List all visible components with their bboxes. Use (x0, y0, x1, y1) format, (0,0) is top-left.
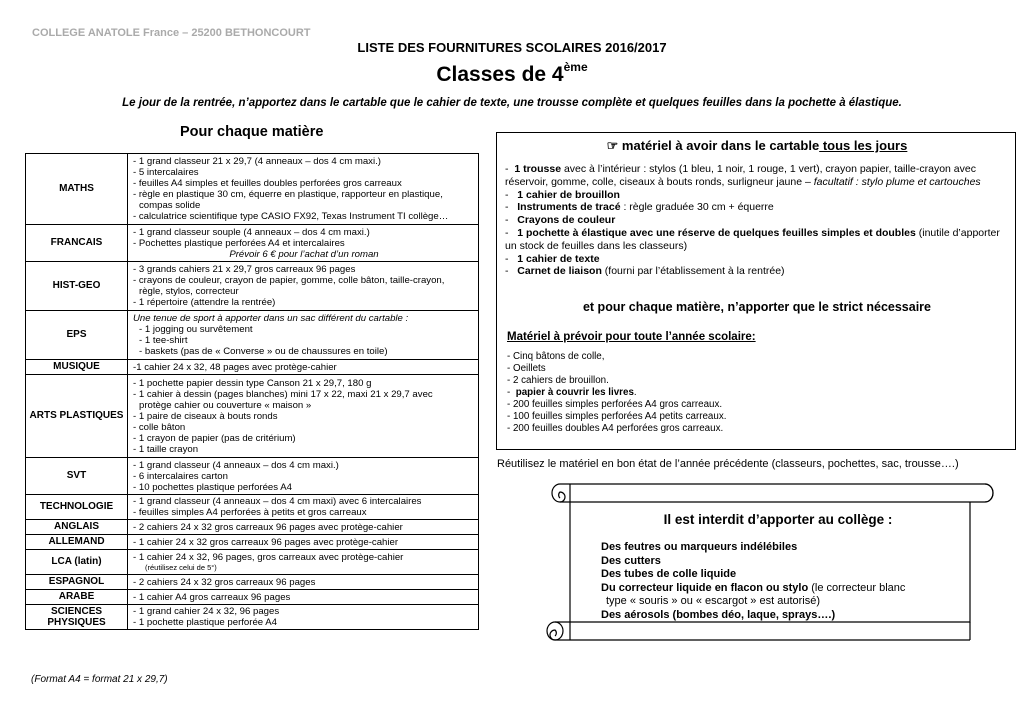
list-item: - 1 cahier à dessin (pages blanches) mini 17 x 22, maxi 21 x 29,7 avec (133, 388, 433, 400)
list-item: Des feutres ou marqueurs indélébiles (601, 541, 798, 553)
table-row (26, 154, 479, 225)
list-item: Prévoir 6 € pour l’achat d’un roman (229, 248, 379, 260)
list-item: règle, stylos, correcteur (139, 286, 239, 297)
subject-name: HIST-GEO (26, 262, 128, 311)
list-item: - papier à couvrir les livres. (507, 387, 637, 398)
subject-items (128, 458, 479, 495)
list-item: - 1 pochette plastique perforée A4 (133, 617, 278, 628)
table-row (26, 311, 479, 360)
subject-name: MATHS (26, 154, 128, 225)
table-row (26, 495, 479, 520)
subject-items (128, 311, 479, 360)
table-row (26, 262, 479, 311)
list-item: (réutilisez celui de 5°) (145, 563, 217, 572)
subject-name: ALLEMAND (26, 535, 128, 550)
list-item: - 1 grand classeur (4 anneaux – dos 4 cm maxi) avec 6 intercalaires (133, 496, 422, 507)
list-item: - Carnet de liaison (fourni par l’établissement à la rentrée) (505, 265, 785, 278)
list-item: - calculatrice scientifique type CASIO FX92, Texas Instrument TI collège… (133, 211, 449, 222)
table-row (26, 225, 479, 262)
list-item: - 1 grand cahier 24 x 32, 96 pages (133, 606, 280, 617)
list-item: - 1 cahier de brouillon (505, 188, 620, 201)
document-title: LISTE DES FOURNITURES SCOLAIRES 2016/2017 (357, 40, 667, 55)
subject-items (128, 375, 479, 458)
list-item: - Oeillets (507, 363, 546, 374)
subject-items (128, 590, 479, 605)
list-item: - 1 grand classeur (4 anneaux – dos 4 cm maxi.) (133, 459, 339, 471)
subject-items (128, 262, 479, 311)
subject-name: MUSIQUE (26, 360, 128, 375)
list-item: - Cinq bâtons de colle, (507, 351, 605, 362)
list-item: - Pochettes plastique perforées A4 et intercalaires (133, 237, 345, 249)
subject-items (128, 225, 479, 262)
list-item: Des cutters (601, 554, 661, 567)
list-item: - 2 cahiers 24 x 32 gros carreaux 96 pages avec protège-cahier (133, 521, 403, 533)
subject-items (128, 520, 479, 535)
list-item: - 1 cahier de texte (505, 252, 600, 265)
list-item: - Instruments de tracé : règle graduée 30 cm + équerre (505, 201, 774, 214)
subject-name: SVT (26, 458, 128, 495)
list-item: - 1 paire de ciseaux à bouts ronds (133, 410, 278, 422)
cartable-title: ☞ matériel à avoir dans le cartable tous les jours (606, 138, 908, 153)
subject-name: ANGLAIS (26, 520, 128, 535)
subject-items (128, 550, 479, 575)
subject-name: LCA (latin) (26, 550, 128, 575)
list-item: - feuilles A4 simples et feuilles doubles perforées gros carreaux (133, 178, 402, 189)
forbidden-list (601, 541, 905, 622)
list-item: - 2 cahiers de brouillon. (507, 375, 609, 386)
year-supplies-list (507, 351, 726, 435)
list-item: - feuilles simples A4 perforées à petits et gros carreaux (133, 507, 367, 518)
classes-heading: Classes de 4ème (436, 60, 588, 86)
list-item: - crayons de couleur, crayon de papier, gomme, colle bâton, taille-crayon, (133, 275, 445, 286)
table-row (26, 535, 479, 550)
list-item: - règle en plastique 30 cm, équerre en plastique, rapporteur en plastique, (133, 189, 443, 200)
list-item: - 100 feuilles simples perforées A4 petits carreaux. (507, 411, 727, 422)
subject-name: TECHNOLOGIE (26, 495, 128, 520)
list-item: - 1 répertoire (attendre la rentrée) (133, 297, 276, 308)
list-item: - 3 grands cahiers 21 x 29,7 gros carreaux 96 pages (133, 264, 356, 275)
list-item: - Crayons de couleur (505, 214, 616, 227)
subjects-heading: Pour chaque matière (180, 124, 324, 140)
table-row (26, 550, 479, 575)
list-item: compas solide (139, 200, 201, 211)
subject-items (128, 360, 479, 375)
list-item: - 1 cahier A4 gros carreaux 96 pages (133, 591, 291, 603)
list-item: - 1 cahier 24 x 32, 96 pages, gros carreaux avec protège-cahier (133, 552, 404, 563)
list-item: - 6 intercalaires carton (133, 470, 228, 482)
list-item: - 10 pochettes plastique perforées A4 (133, 481, 292, 493)
list-item: - colle bâton (133, 421, 186, 433)
list-item: Des tubes de colle liquide (601, 568, 737, 580)
subjects-table (25, 153, 479, 630)
year-supplies-title: Matériel à prévoir pour toute l’année scolaire: (507, 331, 756, 343)
reuse-note: Réutilisez le matériel en bon état de l’année précédente (classeurs, pochettes, sac, trousse….) (497, 458, 959, 470)
list-item: - 1 trousse avec à l’intérieur : stylos (1 bleu, 1 noir, 1 rouge, 1 vert), crayon papier, taille-crayon avec réservoir, gomme, colle, ciseaux à bouts ronds, surligneur jaune – facultatif : stylo plume et cartouches (505, 163, 981, 188)
list-item: - 5 intercalaires (133, 167, 199, 178)
list-item: - 1 grand classeur 21 x 29,7 (4 anneaux – dos 4 cm maxi.) (133, 156, 381, 167)
list-item: Une tenue de sport à apporter dans un sac différent du cartable : (133, 313, 409, 324)
list-item: - 1 crayon de papier (pas de critérium) (133, 432, 296, 444)
strict-necessary-note: et pour chaque matière, n’apporter que le strict nécessaire (582, 300, 932, 314)
list-item: - 1 grand classeur souple (4 anneaux – dos 4 cm maxi.) (133, 226, 370, 238)
table-row (26, 520, 479, 535)
subject-name: ARTS PLASTIQUES (26, 375, 128, 458)
table-row (26, 605, 479, 630)
subject-name: SCIENCES PHYSIQUES (26, 605, 128, 630)
forbidden-title: Il est interdit d’apporter au collège : (663, 512, 893, 527)
list-item: - 1 taille crayon (133, 443, 199, 455)
table-row (26, 458, 479, 495)
intro-text: Le jour de la rentrée, n’apportez dans le cartable que le cahier de texte, une trousse complète et quelques feuilles dans la pochette à élastique. (122, 97, 902, 109)
list-item: - 1 pochette à élastique avec une réserve de quelques feuilles simples et doubles (inutile d’apporter un stock de feuilles dans les classeurs) (505, 226, 1000, 252)
list-item: - 200 feuilles doubles A4 perforées gros carreaux. (507, 423, 724, 434)
list-item: - 1 tee-shirt (139, 335, 188, 346)
list-item: Du correcteur liquide en flacon ou stylo (le correcteur blanc (601, 581, 906, 594)
subject-items (128, 495, 479, 520)
list-item: - 1 pochette papier dessin type Canson 21 x 29,7, 180 g (133, 377, 372, 389)
list-item: protège cahier ou couverture « maison » (139, 399, 312, 411)
subject-name: ESPAGNOL (26, 575, 128, 590)
subject-items (128, 575, 479, 590)
subject-items (128, 535, 479, 550)
list-item: Des aérosols (bombes déo, laque, sprays….) (601, 608, 836, 621)
table-row (26, 575, 479, 590)
subject-items (128, 605, 479, 630)
table-row (26, 375, 479, 458)
list-item: -1 cahier 24 x 32, 48 pages avec protège-cahier (133, 361, 337, 373)
table-row (26, 360, 479, 375)
list-item: - 1 cahier 24 x 32 gros carreaux 96 pages avec protège-cahier (133, 536, 399, 548)
format-footnote: (Format A4 = format 21 x 29,7) (31, 674, 168, 685)
school-name: COLLEGE ANATOLE France – 25200 BETHONCOURT (32, 27, 311, 39)
list-item: - 2 cahiers 24 x 32 gros carreaux 96 pages (133, 576, 316, 588)
cartable-list (505, 163, 1005, 278)
subject-name: ARABE (26, 590, 128, 605)
subject-items (128, 154, 479, 225)
list-item: - 200 feuilles simples perforées A4 gros carreaux. (507, 399, 723, 410)
list-item: - baskets (pas de « Converse » ou de chaussures en toile) (139, 346, 388, 357)
cartable-box (496, 132, 1016, 450)
list-item: type « souris » ou « escargot » est autorisé) (606, 595, 821, 607)
subject-name: FRANCAIS (26, 225, 128, 262)
list-item: - 1 jogging ou survêtement (139, 324, 253, 335)
pointing-hand-icon: ☞ (606, 138, 619, 153)
table-row (26, 590, 479, 605)
subject-name: EPS (26, 311, 128, 360)
